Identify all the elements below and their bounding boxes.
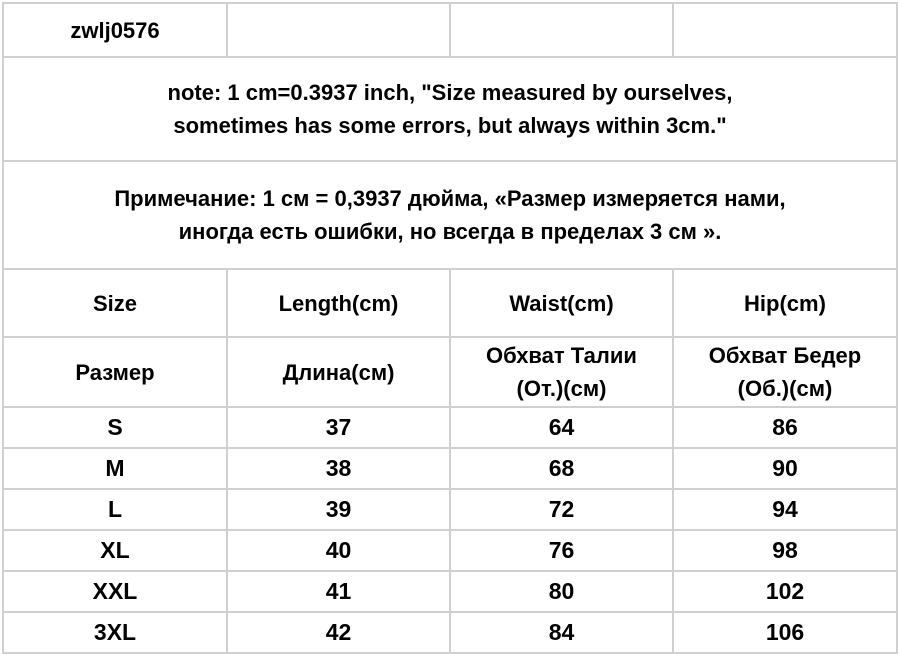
header-hip-ru-line-2: (Об.)(см): [737, 376, 833, 401]
header-waist-ru: [450, 337, 673, 407]
waist-cell: 76: [450, 530, 673, 571]
hip-cell: 106: [673, 612, 897, 653]
note-en-row: [3, 57, 897, 161]
table-row: [3, 407, 897, 448]
header-length-ru-line-1: Длина(см): [282, 359, 395, 385]
header-row-en: [3, 269, 897, 337]
header-size-ru: [3, 337, 227, 407]
product-code: zwlj0576: [3, 3, 227, 57]
hip-cell: 90: [673, 448, 897, 489]
size-chart-table: [2, 2, 898, 654]
hip-cell: 86: [673, 407, 897, 448]
waist-cell: 80: [450, 571, 673, 612]
header-size: Size: [3, 269, 227, 337]
note-ru-row: [3, 161, 897, 269]
waist-cell: 64: [450, 407, 673, 448]
table-row: [3, 448, 897, 489]
size-cell: 3XL: [3, 612, 227, 653]
length-cell: 37: [227, 407, 450, 448]
length-cell: 40: [227, 530, 450, 571]
header-size-ru-line-1: Размер: [75, 359, 155, 385]
length-cell: 41: [227, 571, 450, 612]
size-cell: M: [3, 448, 227, 489]
length-cell: 42: [227, 612, 450, 653]
table-row: [3, 530, 897, 571]
header-hip-ru-line-1: Обхват Бедер: [708, 343, 862, 368]
note-en: [3, 57, 897, 161]
waist-cell: 72: [450, 489, 673, 530]
note-en-line-2: sometimes has some errors, but always within 3cm.": [173, 113, 727, 138]
header-length-ru: [227, 337, 450, 407]
header-hip-ru: [673, 337, 897, 407]
hip-cell: 102: [673, 571, 897, 612]
empty-cell: [673, 3, 897, 57]
waist-cell: 84: [450, 612, 673, 653]
header-length: Length(cm): [227, 269, 450, 337]
header-waist-ru-line-1: Обхват Талии: [486, 343, 637, 368]
table-row: [3, 571, 897, 612]
note-ru-line-2: иногда есть ошибки, но всегда в пределах 3 см ».: [178, 219, 722, 244]
product-code-row: [3, 3, 897, 57]
table-row: [3, 489, 897, 530]
note-ru-line-1: Примечание: 1 см = 0,3937 дюйма, «Размер измеряется нами,: [114, 186, 786, 211]
size-cell: L: [3, 489, 227, 530]
size-cell: XXL: [3, 571, 227, 612]
length-cell: 39: [227, 489, 450, 530]
size-cell: S: [3, 407, 227, 448]
hip-cell: 94: [673, 489, 897, 530]
header-row-ru: [3, 337, 897, 407]
header-waist: Waist(cm): [450, 269, 673, 337]
header-hip: Hip(cm): [673, 269, 897, 337]
note-en-line-1: note: 1 cm=0.3937 inch, "Size measured by ourselves,: [167, 80, 733, 105]
size-cell: XL: [3, 530, 227, 571]
hip-cell: 98: [673, 530, 897, 571]
length-cell: 38: [227, 448, 450, 489]
table-row: [3, 612, 897, 653]
header-waist-ru-line-2: (От.)(см): [516, 376, 607, 401]
waist-cell: 68: [450, 448, 673, 489]
empty-cell: [450, 3, 673, 57]
empty-cell: [227, 3, 450, 57]
note-ru: [3, 161, 897, 269]
